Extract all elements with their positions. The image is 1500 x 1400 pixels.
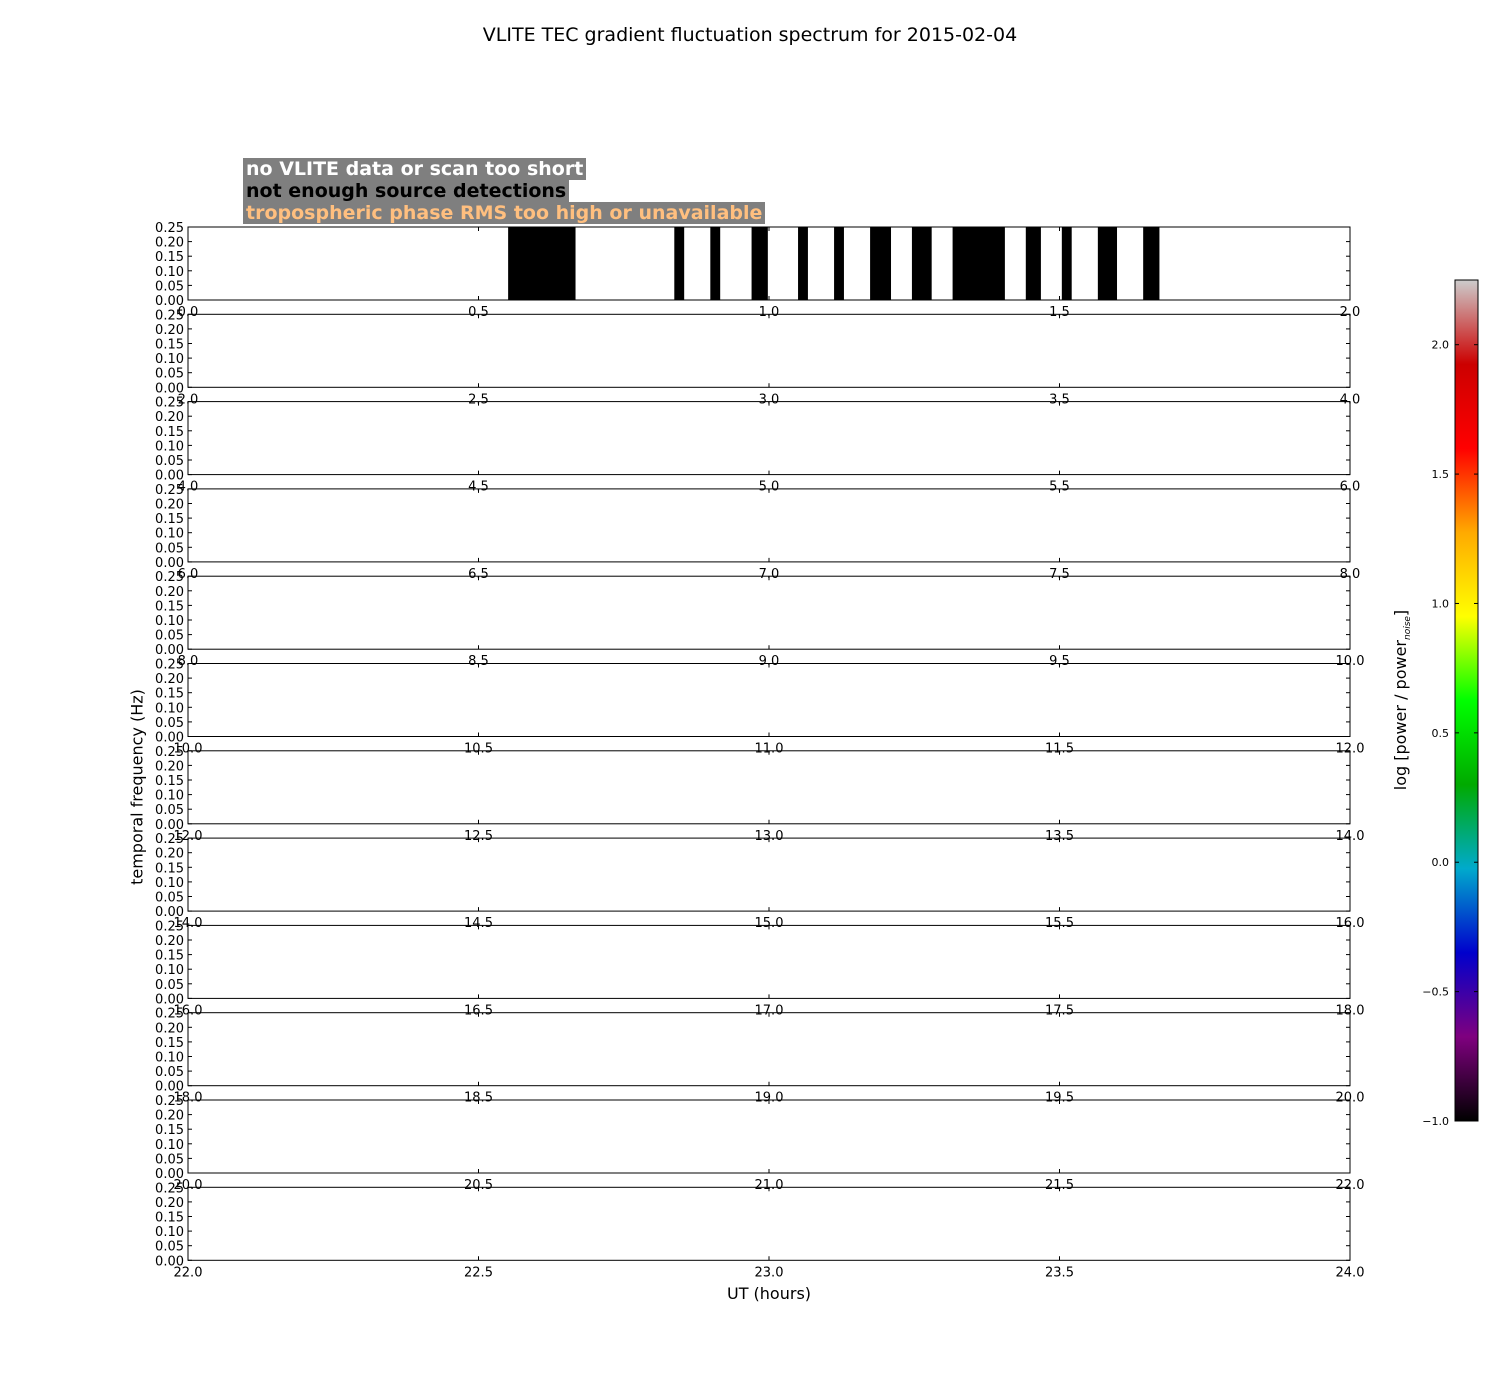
x-tick-label: 19.5 [1045, 1090, 1074, 1106]
x-tick-label: 1.5 [1049, 305, 1070, 320]
y-tick-label: 0.15 [155, 512, 184, 528]
y-tick-label: 0.25 [155, 221, 184, 236]
colorbar-label [1391, 610, 1413, 790]
flag-bar-12 [1143, 227, 1159, 300]
colorbar-tick-label: 0.0 [1431, 856, 1449, 870]
y-axis-label: temporal frequency (Hz) [127, 689, 147, 885]
y-tick-label: 0.05 [155, 366, 184, 382]
panel-frame [188, 489, 1350, 562]
colorbar-tick-label: 2.0 [1431, 338, 1449, 352]
y-tick-label: 0.10 [155, 963, 184, 979]
y-tick-label: 0.10 [155, 614, 184, 629]
panel-frame [188, 1100, 1350, 1173]
y-tick-label: 0.15 [155, 337, 184, 353]
y-tick-label: 0.25 [155, 1006, 184, 1022]
x-tick-label: 18.0 [173, 1090, 203, 1106]
x-tick-label: 20.5 [464, 1178, 493, 1193]
y-tick-label: 0.00 [155, 1167, 184, 1182]
y-tick-label: 0.10 [155, 1137, 184, 1153]
y-tick-label: 0.20 [155, 1195, 184, 1211]
y-tick-label: 0.20 [155, 1021, 184, 1037]
y-tick-label: 0.20 [155, 759, 184, 775]
x-tick-label: 17.0 [754, 1003, 784, 1019]
x-tick-label: 14.5 [464, 916, 493, 932]
x-tick-label: 15.0 [754, 916, 784, 932]
flag-bar-0 [508, 227, 575, 300]
panel-frame [188, 664, 1350, 737]
flag-bar-9 [1026, 227, 1041, 300]
panel-frame [188, 838, 1350, 911]
y-tick-label: 0.10 [155, 352, 184, 368]
flag-bar-10 [1062, 227, 1072, 300]
colorbar-label-sub: noise [1403, 616, 1414, 640]
x-tick-label: 22.0 [173, 1265, 203, 1281]
x-tick-label: 1.0 [758, 305, 780, 320]
panel-5 [155, 658, 1364, 757]
panel-frame [188, 1187, 1350, 1260]
panel-frame [188, 1013, 1350, 1086]
colorbar-label-end: ] [1390, 609, 1410, 617]
panel-7 [155, 832, 1364, 931]
flag-bar-5 [834, 227, 844, 300]
x-tick-label: 10.0 [173, 741, 203, 757]
y-tick-label: 0.05 [155, 454, 184, 469]
x-tick-label: 11.5 [1045, 741, 1074, 757]
panel-frame [188, 576, 1350, 649]
y-tick-label: 0.15 [155, 774, 184, 789]
panel-8 [155, 919, 1364, 1018]
x-tick-label: 0.0 [177, 305, 199, 320]
y-tick-label: 0.20 [155, 934, 184, 949]
y-tick-label: 0.15 [155, 1035, 184, 1051]
x-tick-label: 2.5 [468, 392, 489, 408]
flag-bar-11 [1098, 227, 1117, 300]
x-tick-label: 16.0 [173, 1003, 203, 1019]
y-tick-label: 0.05 [155, 628, 184, 644]
legend-entry-troposphere: tropospheric phase RMS too high or unavailable [243, 202, 765, 224]
y-tick-label: 0.15 [155, 250, 184, 266]
x-tick-label: 6.5 [468, 566, 489, 582]
x-tick-label: 10.0 [1335, 654, 1365, 670]
x-tick-label: 5.5 [1049, 479, 1070, 495]
x-tick-label: 12.5 [464, 828, 493, 844]
y-tick-label: 0.00 [155, 1079, 184, 1095]
x-tick-label: 21.5 [1045, 1178, 1074, 1193]
x-tick-label: 21.0 [754, 1178, 784, 1193]
x-tick-label: 7.0 [758, 566, 780, 582]
x-tick-label: 4.0 [177, 479, 199, 495]
x-tick-label: 3.5 [1049, 392, 1070, 408]
y-tick-label: 0.05 [155, 977, 184, 993]
flag-bar-8 [953, 227, 1005, 300]
flag-bar-7 [912, 227, 932, 300]
colorbar-tick-label: 1.5 [1431, 468, 1449, 482]
y-tick-label: 0.00 [155, 468, 184, 484]
x-tick-label: 6.0 [177, 566, 199, 582]
x-tick-label: 8.0 [177, 654, 199, 670]
x-tick-label: 8.0 [1339, 566, 1361, 582]
y-tick-label: 0.20 [155, 672, 184, 688]
y-tick-label: 0.25 [155, 832, 184, 848]
y-tick-label: 0.00 [155, 817, 184, 833]
y-tick-label: 0.05 [155, 541, 184, 557]
y-tick-label: 0.15 [155, 599, 184, 615]
y-tick-label: 0.10 [155, 1050, 184, 1066]
legend-entry-few-detections: not enough source detections [243, 180, 569, 202]
x-tick-label: 18.0 [1335, 1003, 1365, 1019]
x-tick-label: 2.0 [177, 392, 199, 408]
y-tick-label: 0.05 [155, 890, 184, 906]
y-tick-label: 0.00 [155, 905, 184, 921]
panel-4 [155, 570, 1364, 669]
colorbar-tick-label: −1.0 [1422, 1115, 1449, 1128]
colorbar-tick-label: −0.5 [1422, 985, 1449, 999]
x-tick-label: 2.0 [1339, 305, 1361, 320]
y-tick-label: 0.25 [155, 1181, 184, 1197]
panel-2 [155, 396, 1360, 495]
x-tick-label: 23.5 [1045, 1265, 1074, 1281]
x-tick-label: 22.5 [464, 1265, 493, 1281]
panel-frame [188, 925, 1350, 998]
panel-frame [188, 402, 1350, 475]
chart-title: VLITE TEC gradient fluctuation spectrum for 2015-02-04 [482, 24, 1018, 46]
legend-entry-no-data: no VLITE data or scan too short [243, 158, 586, 180]
y-tick-label: 0.15 [155, 1123, 184, 1139]
y-tick-label: 0.05 [155, 1065, 184, 1081]
panel-3 [155, 483, 1360, 582]
y-tick-label: 0.05 [155, 803, 184, 819]
flag-bar-3 [752, 227, 768, 300]
x-tick-label: 4.0 [1339, 392, 1361, 408]
y-tick-label: 0.10 [155, 526, 184, 542]
flag-bar-4 [798, 227, 808, 300]
y-tick-label: 0.10 [155, 264, 184, 280]
y-tick-label: 0.20 [155, 584, 184, 600]
x-tick-label: 16.0 [1335, 916, 1365, 932]
x-tick-label: 9.5 [1049, 654, 1070, 670]
x-tick-label: 23.0 [754, 1265, 784, 1281]
y-tick-label: 0.05 [155, 1152, 184, 1168]
y-tick-label: 0.00 [155, 555, 184, 571]
x-tick-label: 18.5 [464, 1090, 493, 1106]
y-tick-label: 0.10 [155, 875, 184, 891]
y-tick-label: 0.15 [155, 948, 184, 964]
y-tick-label: 0.25 [155, 919, 184, 935]
y-tick-label: 0.15 [155, 1210, 184, 1226]
y-tick-label: 0.20 [155, 235, 184, 251]
y-tick-label: 0.00 [155, 992, 184, 1008]
panel-11 [155, 1181, 1364, 1280]
y-tick-label: 0.20 [155, 846, 184, 862]
y-tick-label: 0.25 [155, 657, 184, 673]
y-tick-label: 0.00 [155, 294, 184, 309]
y-tick-label: 0.00 [155, 1254, 184, 1270]
panel-frame [188, 227, 1350, 300]
x-tick-label: 13.0 [754, 828, 784, 844]
x-tick-label: 11.0 [754, 741, 784, 757]
x-tick-label: 20.0 [1335, 1090, 1365, 1106]
y-tick-label: 0.15 [155, 424, 184, 440]
y-tick-label: 0.05 [155, 279, 184, 295]
y-tick-label: 0.25 [155, 308, 184, 324]
panel-group [155, 221, 1364, 1280]
flag-bar-6 [870, 227, 891, 300]
x-tick-label: 20.0 [173, 1178, 203, 1193]
y-tick-label: 0.20 [155, 410, 184, 426]
colorbar [1422, 280, 1478, 1128]
y-tick-label: 0.25 [155, 395, 184, 411]
x-tick-label: 17.5 [1045, 1003, 1074, 1019]
x-tick-label: 4.5 [468, 479, 489, 495]
legend [243, 158, 765, 224]
y-tick-label: 0.10 [155, 701, 184, 717]
y-tick-label: 0.05 [155, 715, 184, 731]
x-tick-label: 7.5 [1049, 566, 1070, 582]
panel-frame [188, 314, 1350, 387]
y-tick-label: 0.25 [155, 744, 184, 760]
x-tick-label: 8.5 [468, 654, 489, 670]
y-tick-label: 0.15 [155, 686, 184, 702]
panel-frame [188, 751, 1350, 824]
panel-9 [155, 1007, 1364, 1106]
x-tick-label: 13.5 [1045, 828, 1074, 844]
x-tick-label: 14.0 [1335, 828, 1365, 844]
x-tick-label: 15.5 [1045, 916, 1074, 932]
y-tick-label: 0.25 [155, 1094, 184, 1109]
panel-10 [155, 1094, 1364, 1193]
panel-6 [155, 745, 1364, 844]
x-tick-label: 9.0 [758, 654, 780, 670]
flag-bar-1 [674, 227, 684, 300]
colorbar-label-main: log [power / power [1390, 640, 1410, 791]
x-tick-label: 24.0 [1335, 1265, 1365, 1281]
y-tick-label: 0.10 [155, 788, 184, 804]
y-tick-label: 0.10 [155, 439, 184, 455]
x-tick-label: 10.5 [464, 741, 493, 757]
x-tick-label: 19.0 [754, 1090, 784, 1106]
y-tick-label: 0.20 [155, 322, 184, 338]
x-axis-label: UT (hours) [726, 1284, 812, 1303]
x-tick-label: 14.0 [173, 916, 203, 932]
y-tick-label: 0.20 [155, 1108, 184, 1124]
colorbar-tick-label: 1.0 [1431, 597, 1449, 611]
x-tick-label: 0.5 [468, 305, 489, 320]
panel-1 [155, 308, 1360, 407]
colorbar-tick-label: 0.5 [1431, 726, 1449, 740]
x-tick-label: 22.0 [1335, 1178, 1365, 1193]
x-tick-label: 5.0 [758, 479, 780, 495]
y-tick-label: 0.00 [155, 643, 184, 659]
x-tick-label: 12.0 [173, 828, 203, 844]
x-tick-label: 3.0 [758, 392, 780, 408]
x-tick-label: 16.5 [464, 1003, 493, 1019]
y-tick-label: 0.25 [155, 482, 184, 498]
panel-0 [155, 221, 1360, 320]
y-tick-label: 0.00 [155, 730, 184, 746]
y-tick-label: 0.00 [155, 381, 184, 397]
y-tick-label: 0.25 [155, 570, 184, 586]
flag-bar-2 [710, 227, 720, 300]
y-tick-label: 0.15 [155, 861, 184, 877]
y-tick-label: 0.10 [155, 1225, 184, 1241]
y-tick-label: 0.20 [155, 497, 184, 513]
x-tick-label: 6.0 [1339, 479, 1361, 495]
y-tick-label: 0.05 [155, 1239, 184, 1255]
colorbar-bar [1455, 280, 1478, 1121]
x-tick-label: 12.0 [1335, 741, 1365, 757]
